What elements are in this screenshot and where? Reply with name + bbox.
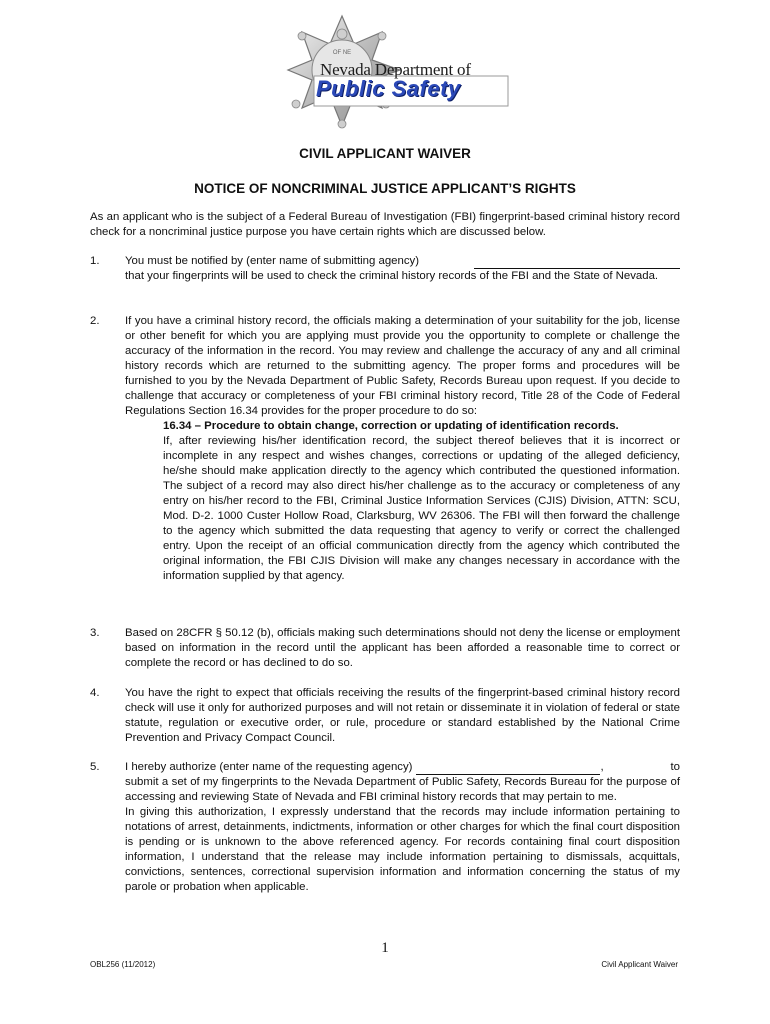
item-text: that your fingerprints will be used to check the criminal history records of the FBI and the State of Nevada. bbox=[125, 270, 659, 282]
logo-public-safety-text: Public Safety bbox=[316, 76, 461, 101]
form-code: OBL256 (11/2012) bbox=[90, 960, 156, 969]
list-item bbox=[90, 626, 680, 671]
item-number: 2. bbox=[90, 315, 100, 327]
comma: , bbox=[600, 761, 604, 773]
intro-paragraph: As an applicant who is the subject of a Federal Bureau of Investigation (FBI) fingerprint-based criminal history record check for a noncriminal justice purpose you have certain rights which are discussed below. bbox=[90, 211, 680, 238]
list-item bbox=[90, 686, 680, 746]
requesting-agency-field[interactable] bbox=[416, 763, 600, 775]
item-text: Based on 28CFR § 50.12 (b), officials making such determinations should not deny the license or employment based on information in the record until the applicant has been afforded a reasonable time to correct or complete the record or has declined to do so. bbox=[125, 627, 680, 669]
item-text: I hereby authorize (enter name of the requesting agency) bbox=[125, 761, 413, 773]
regulation-text: If, after reviewing his/her identification record, the subject thereof believes that it is incorrect or incomplete in any respect and wishes changes, corrections or updating of the alleged deficiency, he/she should make application directly to the agency which contributed the questioned information. The subject of a record may also direct his/her challenge as to the accuracy or completeness of any entry on his/her record to the FBI, Criminal Justice Information Services (CJIS) Division, ATTN: SCU, Mod. D-2. 1000 Custer Hollow Road, Clarksburg, WV 26306. The FBI will then forward the challenge to the agency which submitted the data requesting that agency to verify or correct the challenged entry. Upon the receipt of an official communication directly from the agency which contributed the original information, the FBI CJIS Division will make any changes necessary in accordance with the information supplied by that agency. bbox=[163, 435, 680, 582]
item-text: In giving this authorization, I expressly understand that the records may include information pertaining to notations of arrest, detainments, indictments, information or other charges for which the final court disposition is pending or is unknown to the above referenced agency. For records containing final court disposition information, I understand that the release may include information pertaining to dismissals, acquittals, convictions, sentences, correctional supervision information and information concerning the status of my parole or probation when applicable. bbox=[125, 806, 680, 893]
regulation-heading: 16.34 – Procedure to obtain change, correction or updating of identification records. bbox=[163, 420, 619, 432]
item-number: 1. bbox=[90, 255, 100, 267]
item-text: You must be notified by (enter name of submitting agency) bbox=[125, 255, 420, 267]
item-text: to bbox=[670, 761, 680, 773]
list-item bbox=[90, 314, 680, 584]
item-text: You have the right to expect that officials receiving the results of the fingerprint-based criminal history record check will use it only for authorized purposes and will not retain or disseminate it in violation of federal or state statute, regulation or executive order, or rule, procedure or standard established by the National Crime Prevention and Privacy Compact Council. bbox=[125, 687, 680, 744]
badge-top-text: OF NE bbox=[332, 50, 352, 56]
list-item bbox=[90, 254, 680, 284]
item-number: 5. bbox=[90, 761, 100, 773]
item-number: 3. bbox=[90, 627, 100, 639]
page-number: 1 bbox=[381, 940, 389, 956]
page-subtitle: NOTICE OF NONCRIMINAL JUSTICE APPLICANT’S RIGHTS bbox=[194, 181, 576, 196]
item-number: 4. bbox=[90, 687, 100, 699]
item-text: If you have a criminal history record, the officials making a determination of your suitability for the job, license or other benefit for which you are applying must provide you the opportunity to complete or challenge the accuracy of the information in the record. You may review and challenge the accuracy of any and all criminal history records which are returned to the submitting agency. The proper forms and procedures will be furnished to you by the Nevada Department of Public Safety, Records Bureau upon request. If you decide to challenge that accuracy or completeness of your FBI criminal history record, Title 28 of the Code of Federal Regulations Section 16.34 provides for the proper procedure to do so: bbox=[125, 315, 680, 417]
list-item bbox=[90, 760, 680, 895]
footer-title: Civil Applicant Waiver bbox=[601, 960, 678, 969]
submitting-agency-field[interactable] bbox=[474, 257, 680, 269]
page-title: CIVIL APPLICANT WAIVER bbox=[299, 146, 471, 161]
item-text: submit a set of my fingerprints to the Nevada Department of Public Safety, Records Bureau for the purpose of accessing and reviewing State of Nevada and FBI criminal history records that may pertain to me. bbox=[125, 776, 680, 803]
logo-department-text: Nevada Department of bbox=[320, 60, 471, 79]
